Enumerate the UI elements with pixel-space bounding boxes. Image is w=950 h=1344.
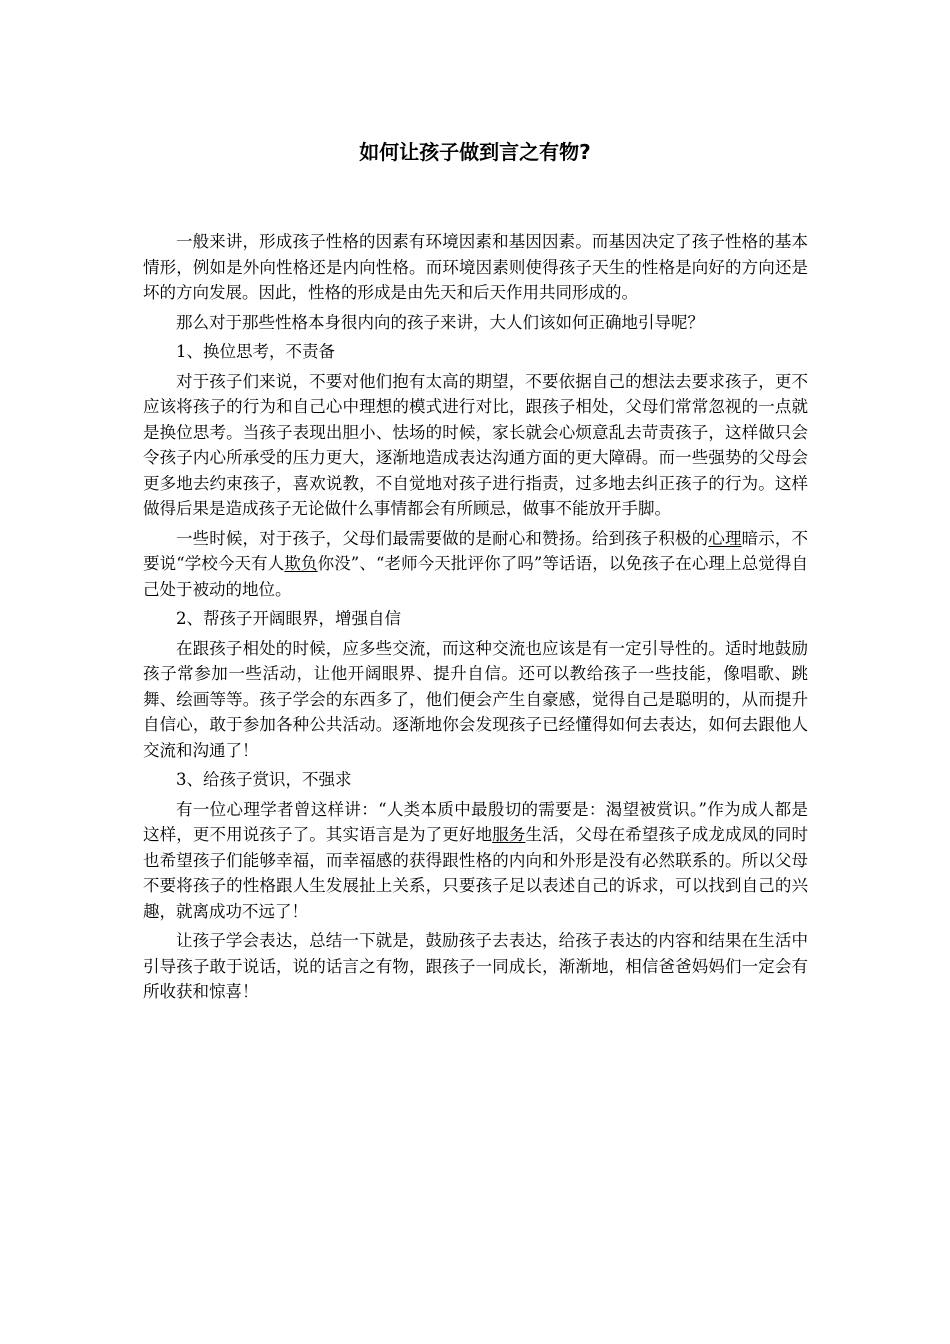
link-fuwu[interactable]: 服务 <box>492 825 526 844</box>
document-body <box>143 229 808 1009</box>
section-1-paragraph-2 <box>143 526 808 603</box>
intro-paragraph-2: 那么对于那些性格本身很内向的孩子来讲，大人们该如何正确地引导呢？ <box>176 312 704 332</box>
link-qifu[interactable]: 欺负 <box>284 554 318 573</box>
section-3-paragraph-1-text-a: 有一位心理学者曾这样讲：“人类本质中最殷切的需要是：渴望被赏识。”作为成人都是这样，更不用说孩子了。其实语言是为了更好地 <box>143 799 808 844</box>
section-3-heading: 3、给孩子赏识，不强求 <box>176 770 352 789</box>
section-2-paragraph-1: 在跟孩子相处的时候，应多些交流，而这种交流也应该是有一定引导性的。适时地鼓励孩子常参加一些活动，让他开阔眼界、提升自信。还可以教给孩子一些技能，像唱歌、跳舞、绘画等等。孩子学会的东西多了，他们便会产生自豪感，觉得自己是聪明的，从而提升自信心，敢于参加各种公共活动。逐渐地你会发现孩子已经懂得如何去表达，如何去跟他人交流和沟通了！ <box>143 638 808 760</box>
section-1-paragraph-2-text-a: 一些时候，对于孩子，父母们最需要做的是耐心和赞扬。给到孩子积极的 <box>176 528 709 548</box>
section-2-heading: 2、帮孩子开阔眼界，增强自信 <box>176 609 401 628</box>
section-3-paragraph-1-text-b: 生活，父母在希望孩子成龙成凤的同时也希望孩子们能够幸福，而幸福感的获得跟性格的内向和外形是没有必然联系的。所以父母不要将孩子的性格跟人生发展扯上关系，只要孩子足以表述自己的诉求，可以找到自己的兴趣，就离成功不远了！ <box>143 825 809 921</box>
link-xinli[interactable]: 心理 <box>708 528 742 548</box>
intro-paragraph-1: 一般来讲，形成孩子性格的因素有环境因素和基因因素。而基因决定了孩子性格的基本情形，例如是外向性格还是内向性格。而环境因素则使得孩子天生的性格是向好的方向还是坏的方向发展。因此，性格的形成是由先天和后天作用共同形成的。 <box>143 232 808 302</box>
section-1-paragraph-1: 对于孩子们来说，不要对他们抱有太高的期望，不要依据自己的想法去要求孩子，更不应该将孩子的行为和自己心中理想的模式进行对比，跟孩子相处，父母们常常忽视的一点就是换位思考。当孩子表现出胆小、怯场的时候，家长就会心烦意乱去苛责孩子，这样做只会令孩子内心所承受的压力更大，逐渐地造成表达沟通方面的更大障碍。而一些强势的父母会更多地去约束孩子，喜欢说教，不自觉地对孩子进行指责，过多地去纠正孩子的行为。这样做得后果是造成孩子无论做什么事情都会有所顾忌，做事不能放开手脚。 <box>143 371 808 518</box>
section-1-paragraph-2-text-b: 暗示，不要说“学校今天有人 <box>143 528 809 573</box>
section-3-paragraph-1 <box>143 797 808 925</box>
section-1-heading: 1、换位思考，不责备 <box>176 342 335 361</box>
section-1-paragraph-2-text-c: 你没”、“老师今天批评你了吗”等话语，以免孩子在心理上总觉得自己处于被动的地位。 <box>143 554 809 599</box>
document-title: 如何让孩子做到言之有物? <box>359 140 591 164</box>
section-3-paragraph-2: 让孩子学会表达，总结一下就是，鼓励孩子去表达，给孩子表达的内容和结果在生活中引导孩子敢于说话，说的话言之有物，跟孩子一同成长，渐渐地，相信爸爸妈妈们一定会有所收获和惊喜！ <box>143 931 808 1001</box>
